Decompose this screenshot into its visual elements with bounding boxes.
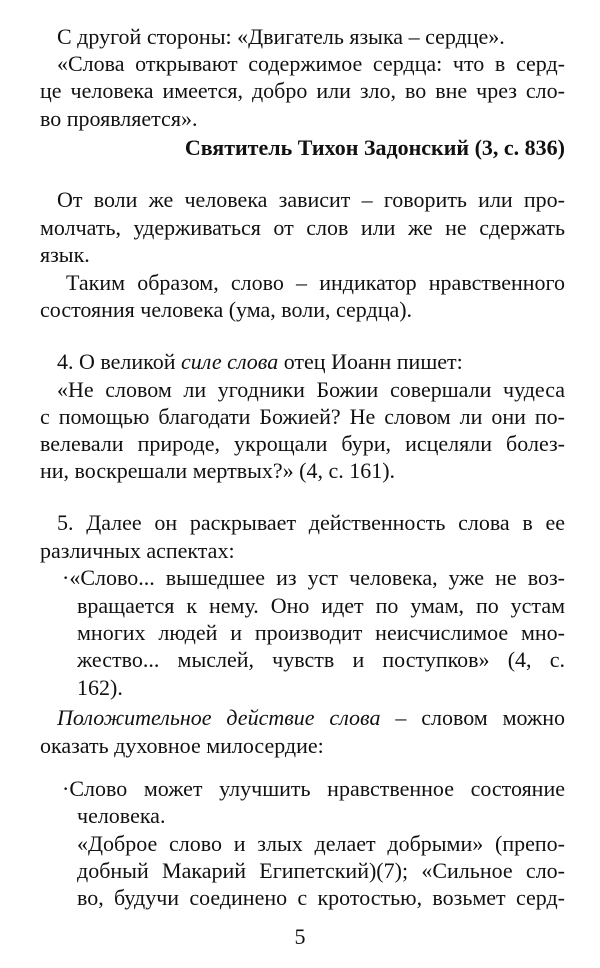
text-segment: ни, воскрешали мертвых?» (4, с. 161). — [40, 458, 396, 483]
text-line — [40, 403, 565, 431]
text-line — [77, 646, 565, 674]
text-segment: жество... мыслей, чувств и поступков» (4, с. — [77, 647, 565, 672]
text-segment: велевали природе, укрощали бури, исцеляли болез- — [40, 431, 565, 456]
text-line — [57, 376, 565, 404]
text-line — [57, 704, 565, 732]
attribution-line — [40, 134, 565, 162]
text-line — [40, 732, 565, 760]
text-segment: Таким образом, слово – индикатор нравственного — [66, 270, 565, 295]
text-line — [40, 241, 565, 269]
text-segment: язык. — [40, 242, 90, 267]
text-segment: «Доброе слово и злых делает добрыми» (препо- — [77, 831, 565, 856]
text-line — [77, 830, 565, 858]
text-segment: 4. О великой — [57, 349, 182, 374]
text-segment: во проявляется». — [40, 106, 198, 131]
text-segment: добный Макарий Египетский)(7); «Сильное сло- — [77, 858, 565, 883]
text-segment: це человека имеется, добро или зло, во вне чрез сло- — [40, 78, 565, 103]
text-line — [40, 537, 565, 565]
emphasis-text: Положительное действие слова — [57, 705, 381, 730]
text-line — [77, 674, 565, 702]
text-segment: с помощью благодати Божией? Не словом ли они по- — [40, 404, 565, 429]
text-line — [40, 214, 565, 242]
text-segment: ·Слово может улучшить нравственное состояние — [62, 776, 565, 801]
text-segment: оказать духовное милосердие: — [40, 733, 324, 758]
emphasis-text: силе слова — [181, 349, 279, 374]
text-segment: человека. — [77, 803, 166, 828]
text-line — [62, 564, 565, 592]
text-line — [40, 105, 565, 133]
text-line — [77, 592, 565, 620]
text-line — [40, 77, 565, 105]
text-segment: многих людей и производит неисчислимое мно- — [77, 620, 565, 645]
text-segment: различных аспектах: — [40, 538, 235, 563]
text-segment: Святитель Тихон Задонский (3, с. 836) — [184, 135, 565, 160]
text-segment: молчать, удерживаться от слов или же не сдержать — [40, 215, 565, 240]
text-line — [40, 296, 565, 324]
text-line — [40, 457, 565, 485]
text-segment: С другой стороны: «Двигатель языка – сердце». — [57, 24, 505, 49]
text-line — [66, 269, 565, 297]
text-line — [77, 619, 565, 647]
text-line — [57, 186, 565, 214]
text-segment: ·«Слово... вышедшее из уст человека, уже не воз- — [62, 565, 565, 590]
text-segment: во, будучи соединено с кротостью, возьмет серд- — [77, 885, 565, 910]
text-line — [40, 430, 565, 458]
text-line — [57, 509, 565, 537]
text-segment: «Слова открывают содержимое сердца: что в серд- — [57, 51, 565, 76]
text-segment: 5. Далее он раскрывает действенность слова в ее — [57, 510, 565, 535]
text-line — [77, 884, 565, 912]
text-line — [57, 348, 565, 376]
text-segment: 162). — [77, 675, 123, 700]
text-segment: «Не словом ли угодники Божии совершали чудеса — [57, 377, 565, 402]
text-segment: состояния человека (ума, воли, сердца). — [40, 297, 413, 322]
text-segment: отец Иоанн пишет: — [278, 349, 463, 374]
text-segment: От воли же человека зависит – говорить или про- — [57, 187, 565, 212]
text-line — [77, 857, 565, 885]
text-line — [57, 50, 565, 78]
text-line — [62, 775, 565, 803]
text-segment: – словом можно — [380, 705, 565, 730]
page-number: 5 — [294, 924, 306, 949]
text-segment: вращается к нему. Оно идет по умам, по устам — [77, 593, 565, 618]
text-line — [77, 802, 565, 830]
text-line — [57, 23, 565, 51]
